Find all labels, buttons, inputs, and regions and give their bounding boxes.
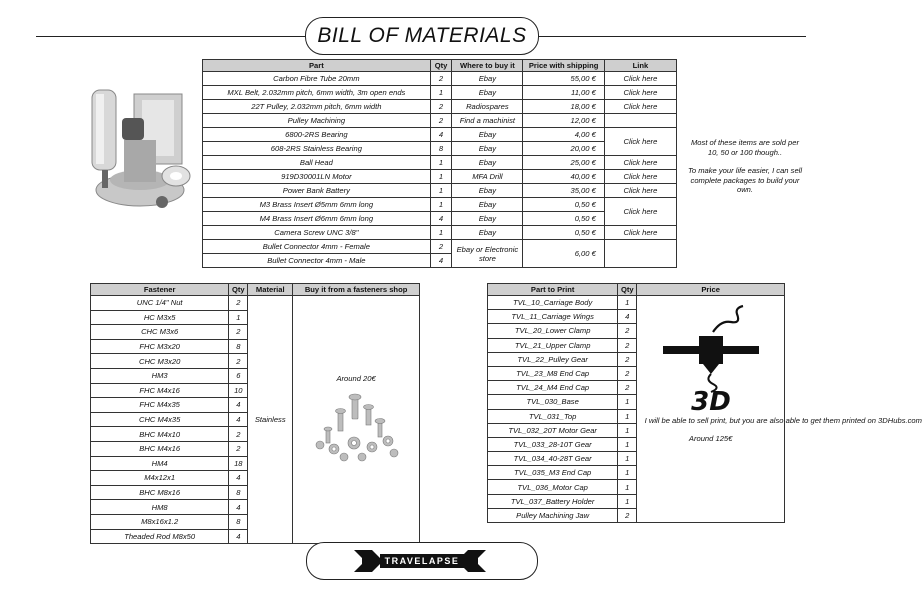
table-row xyxy=(203,198,677,212)
print-part-cell: TVL_036_Motor Cap xyxy=(488,480,618,494)
fasteners-table xyxy=(90,283,420,544)
fastener-name-cell: HM3 xyxy=(91,368,229,383)
bom-header-part: Part xyxy=(203,60,431,72)
prints-header-row xyxy=(488,284,785,296)
fastener-name-cell: HM4 xyxy=(91,456,229,471)
where-cell: Ebay xyxy=(452,198,523,212)
bom-table xyxy=(202,59,677,268)
fastener-qty-cell: 2 xyxy=(229,441,248,456)
price-cell: 20,00 € xyxy=(523,142,604,156)
where-cell: Ebay xyxy=(452,142,523,156)
header-rule-left xyxy=(36,36,306,37)
fastener-name-cell: FHC M4x35 xyxy=(91,398,229,413)
table-row xyxy=(488,296,785,310)
qty-cell: 2 xyxy=(430,114,452,128)
fastener-name-cell: HM8 xyxy=(91,500,229,515)
fasteners-header-material: Material xyxy=(248,284,293,296)
part-cell: Bullet Connector 4mm - Female xyxy=(203,240,431,254)
print-price-cell xyxy=(637,296,922,523)
link-cell[interactable]: Click here xyxy=(604,100,676,114)
qty-cell: 1 xyxy=(430,184,452,198)
price-cell: 0,50 € xyxy=(523,212,604,226)
print-qty-cell: 1 xyxy=(618,296,637,310)
print-part-cell: TVL_031_Top xyxy=(488,409,618,423)
part-cell: Carbon Fibre Tube 20mm xyxy=(203,72,431,86)
qty-cell: 1 xyxy=(430,156,452,170)
qty-cell: 1 xyxy=(430,86,452,100)
link-cell[interactable]: Click here xyxy=(604,72,676,86)
table-row xyxy=(91,296,420,311)
print-qty-cell: 1 xyxy=(618,395,637,409)
part-cell: Ball Head xyxy=(203,156,431,170)
table-row xyxy=(203,128,677,142)
table-row xyxy=(203,72,677,86)
fastener-qty-cell: 18 xyxy=(229,456,248,471)
link-cell[interactable]: Click here xyxy=(604,184,676,198)
print-part-cell: TVL_24_M4 End Cap xyxy=(488,381,618,395)
where-cell: Ebay xyxy=(452,226,523,240)
3d-printer-icon xyxy=(651,302,771,417)
part-cell: 919D30001LN Motor xyxy=(203,170,431,184)
qty-cell: 2 xyxy=(430,240,452,254)
fastener-qty-cell: 6 xyxy=(229,368,248,383)
print-qty-cell: 1 xyxy=(618,466,637,480)
print-part-cell: TVL_032_20T Motor Gear xyxy=(488,423,618,437)
print-qty-cell: 2 xyxy=(618,324,637,338)
qty-cell: 8 xyxy=(430,142,452,156)
fastener-qty-cell: 4 xyxy=(229,500,248,515)
print-part-cell: TVL_10_Carriage Body xyxy=(488,296,618,310)
bom-header-qty: Qty xyxy=(430,60,452,72)
where-cell: Radiospares xyxy=(452,100,523,114)
print-part-cell: TVL_034_40-28T Gear xyxy=(488,452,618,466)
prints-header-part: Part to Print xyxy=(488,284,618,296)
fastener-qty-cell: 10 xyxy=(229,383,248,398)
price-cell: 4,00 € xyxy=(523,128,604,142)
part-cell: MXL Belt, 2.032mm pitch, 6mm width, 3m open ends xyxy=(203,86,431,100)
link-cell[interactable]: Click here xyxy=(604,226,676,240)
part-cell: Pulley Machining xyxy=(203,114,431,128)
part-cell: 608-2RS Stainless Bearing xyxy=(203,142,431,156)
price-cell: 35,00 € xyxy=(523,184,604,198)
price-cell: 11,00 € xyxy=(523,86,604,100)
fastener-material-cell: Stainless xyxy=(248,296,293,544)
price-cell: 25,00 € xyxy=(523,156,604,170)
print-part-cell: TVL_20_Lower Clamp xyxy=(488,324,618,338)
fastener-price: Around 20€ xyxy=(336,374,376,384)
where-cell: Ebay xyxy=(452,128,523,142)
where-cell: Ebay xyxy=(452,212,523,226)
fastener-photo xyxy=(308,393,404,463)
table-row xyxy=(203,156,677,170)
print-qty-cell: 1 xyxy=(618,423,637,437)
bom-header-price: Price with shipping xyxy=(523,60,604,72)
price-cell: 12,00 € xyxy=(523,114,604,128)
fastener-qty-cell: 8 xyxy=(229,339,248,354)
part-cell: Bullet Connector 4mm - Male xyxy=(203,254,431,268)
where-cell: Ebay xyxy=(452,86,523,100)
part-cell: Power Bank Battery xyxy=(203,184,431,198)
part-cell: 22T Pulley, 2.032mm pitch, 6mm width xyxy=(203,100,431,114)
fastener-name-cell: CHC M3x20 xyxy=(91,354,229,369)
link-cell[interactable]: Click here xyxy=(604,86,676,100)
side-note xyxy=(686,138,804,195)
fastener-qty-cell: 2 xyxy=(229,325,248,340)
bom-header-where: Where to buy it xyxy=(452,60,523,72)
print-part-cell: Pulley Machining Jaw xyxy=(488,508,618,522)
table-row xyxy=(203,184,677,198)
prints-header-qty: Qty xyxy=(618,284,637,296)
print-qty-cell: 1 xyxy=(618,452,637,466)
where-cell: Ebay xyxy=(452,184,523,198)
qty-cell: 2 xyxy=(430,72,452,86)
prints-note: I will be able to sell print, but you are also able to get them printed on 3DHubs.com xyxy=(644,416,922,425)
qty-cell: 1 xyxy=(430,226,452,240)
print-part-cell: TVL_11_Carriage Wings xyxy=(488,310,618,324)
print-part-cell: TVL_23_M8 End Cap xyxy=(488,366,618,380)
where-cell: Ebay xyxy=(452,72,523,86)
link-cell[interactable]: Click here xyxy=(604,198,676,226)
table-row xyxy=(203,114,677,128)
where-cell: Ebay xyxy=(452,156,523,170)
qty-cell: 1 xyxy=(430,198,452,212)
bom-header-row xyxy=(203,60,677,72)
prints-header-price: Price xyxy=(637,284,785,296)
link-cell[interactable]: Click here xyxy=(604,170,676,184)
where-cell: MFA Drill xyxy=(452,170,523,184)
print-part-cell: TVL_21_Upper Clamp xyxy=(488,338,618,352)
fastener-qty-cell: 2 xyxy=(229,427,248,442)
fastener-name-cell: HC M3x5 xyxy=(91,310,229,325)
print-part-cell: TVL_037_Battery Holder xyxy=(488,494,618,508)
price-cell: 18,00 € xyxy=(523,100,604,114)
fastener-qty-cell: 1 xyxy=(229,310,248,325)
bom-header-link: Link xyxy=(604,60,676,72)
print-qty-cell: 2 xyxy=(618,338,637,352)
price-cell: 6,00 € xyxy=(523,240,604,268)
3d-logo-text: 3D xyxy=(690,387,731,417)
fastener-name-cell: CHC M4x35 xyxy=(91,412,229,427)
fastener-name-cell: Theaded Rod M8x50 xyxy=(91,529,229,544)
prints-price: Around 125€ xyxy=(688,433,733,443)
table-row xyxy=(203,240,677,254)
qty-cell: 4 xyxy=(430,128,452,142)
print-qty-cell: 1 xyxy=(618,437,637,451)
fastener-shop-cell xyxy=(293,296,420,544)
fasteners-header-qty: Qty xyxy=(229,284,248,296)
side-note-line-2: To make your life easier, I can sell complete packages to build your own. xyxy=(687,166,803,195)
table-row xyxy=(203,170,677,184)
fastener-name-cell: M8x16x1.2 xyxy=(91,514,229,529)
where-cell: Ebay or Electronic store xyxy=(452,240,523,268)
fastener-qty-cell: 8 xyxy=(229,514,248,529)
fastener-qty-cell: 4 xyxy=(229,398,248,413)
fasteners-header-shop: Buy it from a fasteners shop xyxy=(293,284,420,296)
fastener-qty-cell: 4 xyxy=(229,412,248,427)
print-qty-cell: 2 xyxy=(618,508,637,522)
print-part-cell: TVL_033_28-10T Gear xyxy=(488,437,618,451)
fastener-name-cell: FHC M4x16 xyxy=(91,383,229,398)
fastener-name-cell: M4x12x1 xyxy=(91,471,229,486)
link-cell-empty xyxy=(604,114,676,128)
where-cell: Find a machinist xyxy=(452,114,523,128)
link-cell[interactable]: Click here xyxy=(604,128,676,156)
print-qty-cell: 1 xyxy=(618,409,637,423)
fastener-name-cell: UNC 1/4" Nut xyxy=(91,296,229,311)
fastener-name-cell: BHC M4x10 xyxy=(91,427,229,442)
fastener-name-cell: FHC M3x20 xyxy=(91,339,229,354)
fastener-qty-cell: 2 xyxy=(229,354,248,369)
price-cell: 55,00 € xyxy=(523,72,604,86)
print-qty-cell: 2 xyxy=(618,352,637,366)
print-qty-cell: 4 xyxy=(618,310,637,324)
price-cell: 40,00 € xyxy=(523,170,604,184)
table-row xyxy=(203,100,677,114)
print-part-cell: TVL_22_Pulley Gear xyxy=(488,352,618,366)
fastener-name-cell: CHC M3x6 xyxy=(91,325,229,340)
fastener-qty-cell: 8 xyxy=(229,485,248,500)
header-rule-right xyxy=(537,36,806,37)
fasteners-header-row xyxy=(91,284,420,296)
fastener-name-cell: BHC M4x16 xyxy=(91,441,229,456)
fasteners-header-name: Fastener xyxy=(91,284,229,296)
table-row xyxy=(203,86,677,100)
link-cell-empty xyxy=(604,240,676,268)
product-photo xyxy=(82,80,202,220)
fastener-qty-cell: 2 xyxy=(229,296,248,311)
qty-cell: 1 xyxy=(430,170,452,184)
print-part-cell: TVL_035_M3 End Cap xyxy=(488,466,618,480)
print-part-cell: TVL_030_Base xyxy=(488,395,618,409)
prints-table xyxy=(487,283,922,523)
part-cell: 6800-2RS Bearing xyxy=(203,128,431,142)
table-row xyxy=(203,226,677,240)
fastener-qty-cell: 4 xyxy=(229,529,248,544)
price-cell: 0,50 € xyxy=(523,198,604,212)
qty-cell: 4 xyxy=(430,212,452,226)
print-qty-cell: 2 xyxy=(618,381,637,395)
link-cell[interactable]: Click here xyxy=(604,156,676,170)
part-cell: M4 Brass Insert Ø6mm 6mm long xyxy=(203,212,431,226)
print-qty-cell: 1 xyxy=(618,494,637,508)
fastener-name-cell: BHC M8x16 xyxy=(91,485,229,500)
page-title: BILL OF MATERIALS xyxy=(305,17,539,55)
print-qty-cell: 1 xyxy=(618,480,637,494)
print-qty-cell: 2 xyxy=(618,366,637,380)
part-cell: M3 Brass Insert Ø5mm 6mm long xyxy=(203,198,431,212)
qty-cell: 4 xyxy=(430,254,452,268)
fastener-qty-cell: 4 xyxy=(229,471,248,486)
footer-brand: TRAVELAPSE xyxy=(380,554,464,568)
qty-cell: 2 xyxy=(430,100,452,114)
price-cell: 0,50 € xyxy=(523,226,604,240)
part-cell: Camera Screw UNC 3/8" xyxy=(203,226,431,240)
side-note-line-1: Most of these items are sold per 10, 50 or 100 though.. xyxy=(690,138,800,157)
